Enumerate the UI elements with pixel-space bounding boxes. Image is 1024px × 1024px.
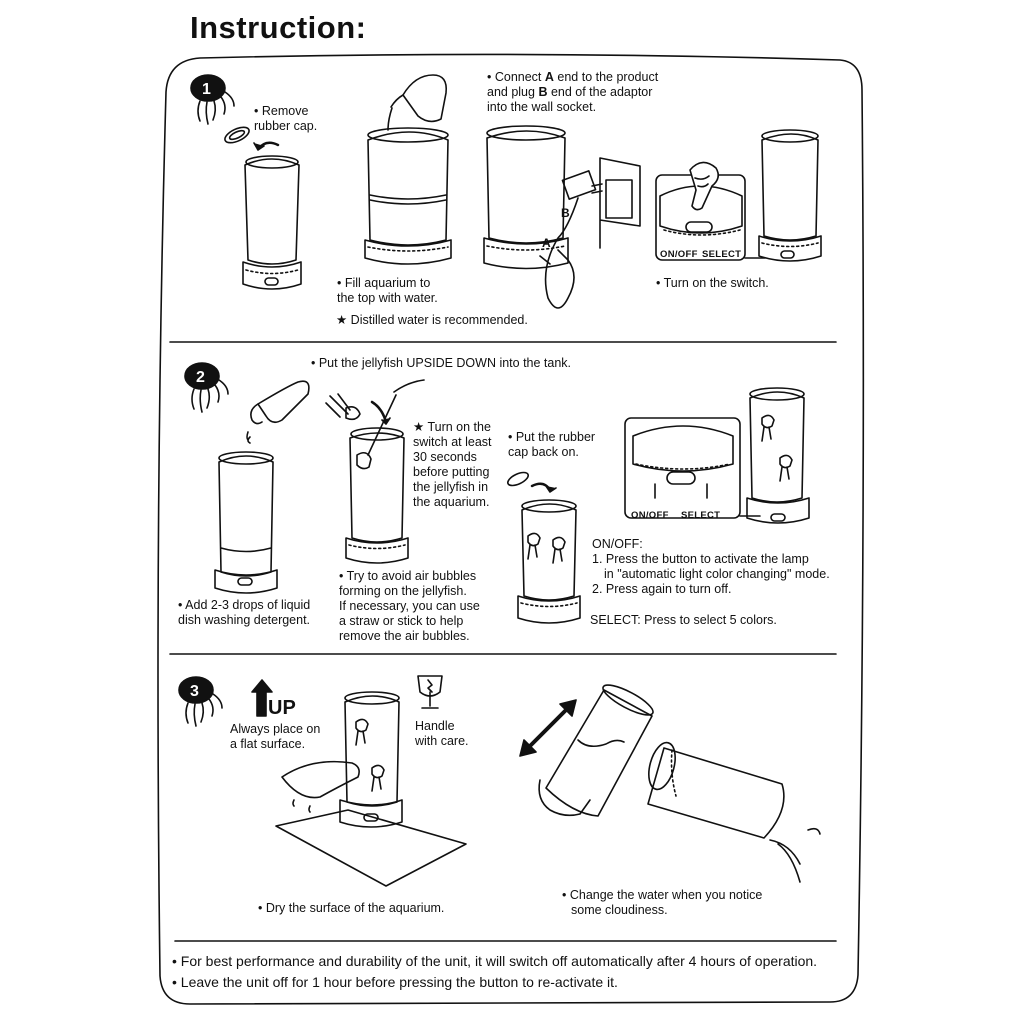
flat-line-2: a flat surface. [230,737,306,751]
footer-note-2: • Leave the unit off for 1 hour before pressing the button to re-activate it. [172,974,618,990]
change-water-text [562,888,762,918]
connect-mid: end to the product [553,70,659,84]
onoff-step-2: 2. Press again to turn off. [592,582,732,596]
tank-illustration-2 [215,452,277,593]
bubbles-line-1: • Try to avoid air bubbles [339,569,477,583]
onoff-header: ON/OFF: [592,537,643,551]
fragile-glass-icon [418,676,442,708]
turn-on-note [413,420,492,510]
plug-mid: end of the adaptor [547,85,653,99]
turn-on-note-line-1: ★ Turn on the [413,420,491,434]
bubbles-line-5: remove the air bubbles. [339,629,470,643]
fill-text [337,276,438,306]
flat-line-1: Always place on [230,722,321,736]
select-label-1: SELECT [702,249,742,260]
step-3-jellyfish-icon [179,677,222,726]
bubbles-text [339,569,480,644]
up-label: UP [268,697,296,719]
plug-pre: and plug [487,85,539,99]
connect-line-1 [487,70,658,85]
dry-text: • Dry the surface of the aquarium. [258,901,445,915]
bubbles-line-2: forming on the jellyfish. [339,584,467,598]
onoff-label-1: ON/OFF [660,249,698,260]
fill-water-illustration [365,75,451,264]
double-arrow-icon [520,700,576,756]
plug-b: B [538,85,548,99]
page-title: Instruction: [190,10,367,45]
detergent-line-1: • Add 2-3 drops of liquid [178,598,311,612]
select-label-2: SELECT [681,510,721,521]
put-cap-line-2: cap back on. [508,445,579,459]
connect-a: A [544,70,554,84]
step-1-jellyfish-icon [191,75,234,124]
onoff-instructions [592,537,830,597]
tank-illustration-1 [243,156,301,289]
detergent-line-2: dish washing detergent. [178,613,311,627]
bubbles-line-4: a straw or stick to help [339,614,464,628]
change-water-illustration [539,680,820,882]
onoff-step-1b: in "automatic light color changing" mode. [604,567,830,581]
step-2-jellyfish-icon [185,363,228,412]
connect-text [487,70,658,115]
onoff-label-2: ON/OFF [631,510,669,521]
remove-cap-line-2: rubber cap. [254,119,318,133]
select-note: SELECT: Press to select 5 colors. [590,613,777,627]
label-a: A [542,236,551,250]
connect-line-2 [487,85,658,100]
detergent-text [178,598,310,628]
connect-line-3: into the wall socket. [487,100,597,114]
flat-surface-text [230,722,320,752]
turn-on-note-line-4: before putting [413,465,490,479]
upside-down-text: • Put the jellyfish UPSIDE DOWN into the tank. [311,356,572,370]
handle-line-2: with care. [415,734,469,748]
turn-on-note-line-3: 30 seconds [413,450,477,464]
instruction-frame [158,54,863,1004]
distilled-note: ★ Distilled water is recommended. [336,313,528,327]
bubbles-line-3: If necessary, you can use [339,599,480,613]
onoff-closeup-illustration [625,388,809,523]
put-cap-line-1: • Put the rubber [508,430,596,444]
jellyfish-insert-illustration [326,380,424,563]
onoff-step-1: 1. Press the button to activate the lamp [592,552,809,566]
turn-on-text: • Turn on the switch. [656,276,769,290]
connect-pre: • Connect [487,70,545,84]
step-2-number: 2 [196,369,205,386]
fill-line-1: • Fill aquarium to [337,276,431,290]
handle-care-text [415,719,469,749]
switch-closeup-illustration [656,130,821,261]
handle-line-1: Handle [415,719,455,733]
turn-on-note-line-5: the jellyfish in [413,480,489,494]
change-line-2: some cloudiness. [571,903,668,917]
detergent-bottle-illustration [247,381,309,443]
label-b: B [561,206,570,220]
remove-cap-line-1: • Remove [254,104,309,118]
put-cap-text [508,430,595,460]
step-3-number: 3 [190,683,199,700]
remove-cap-text [254,104,317,134]
cap-back-illustration [506,470,580,623]
change-line-1: • Change the water when you notice [562,888,763,902]
footer-note-1: • For best performance and durability of the unit, it will switch off automatically after 4 hours of operation. [172,953,818,969]
fill-line-2: the top with water. [337,291,438,305]
turn-on-note-line-6: the aquarium. [413,495,490,509]
step-1-number: 1 [202,81,211,98]
turn-on-note-line-2: switch at least [413,435,492,449]
